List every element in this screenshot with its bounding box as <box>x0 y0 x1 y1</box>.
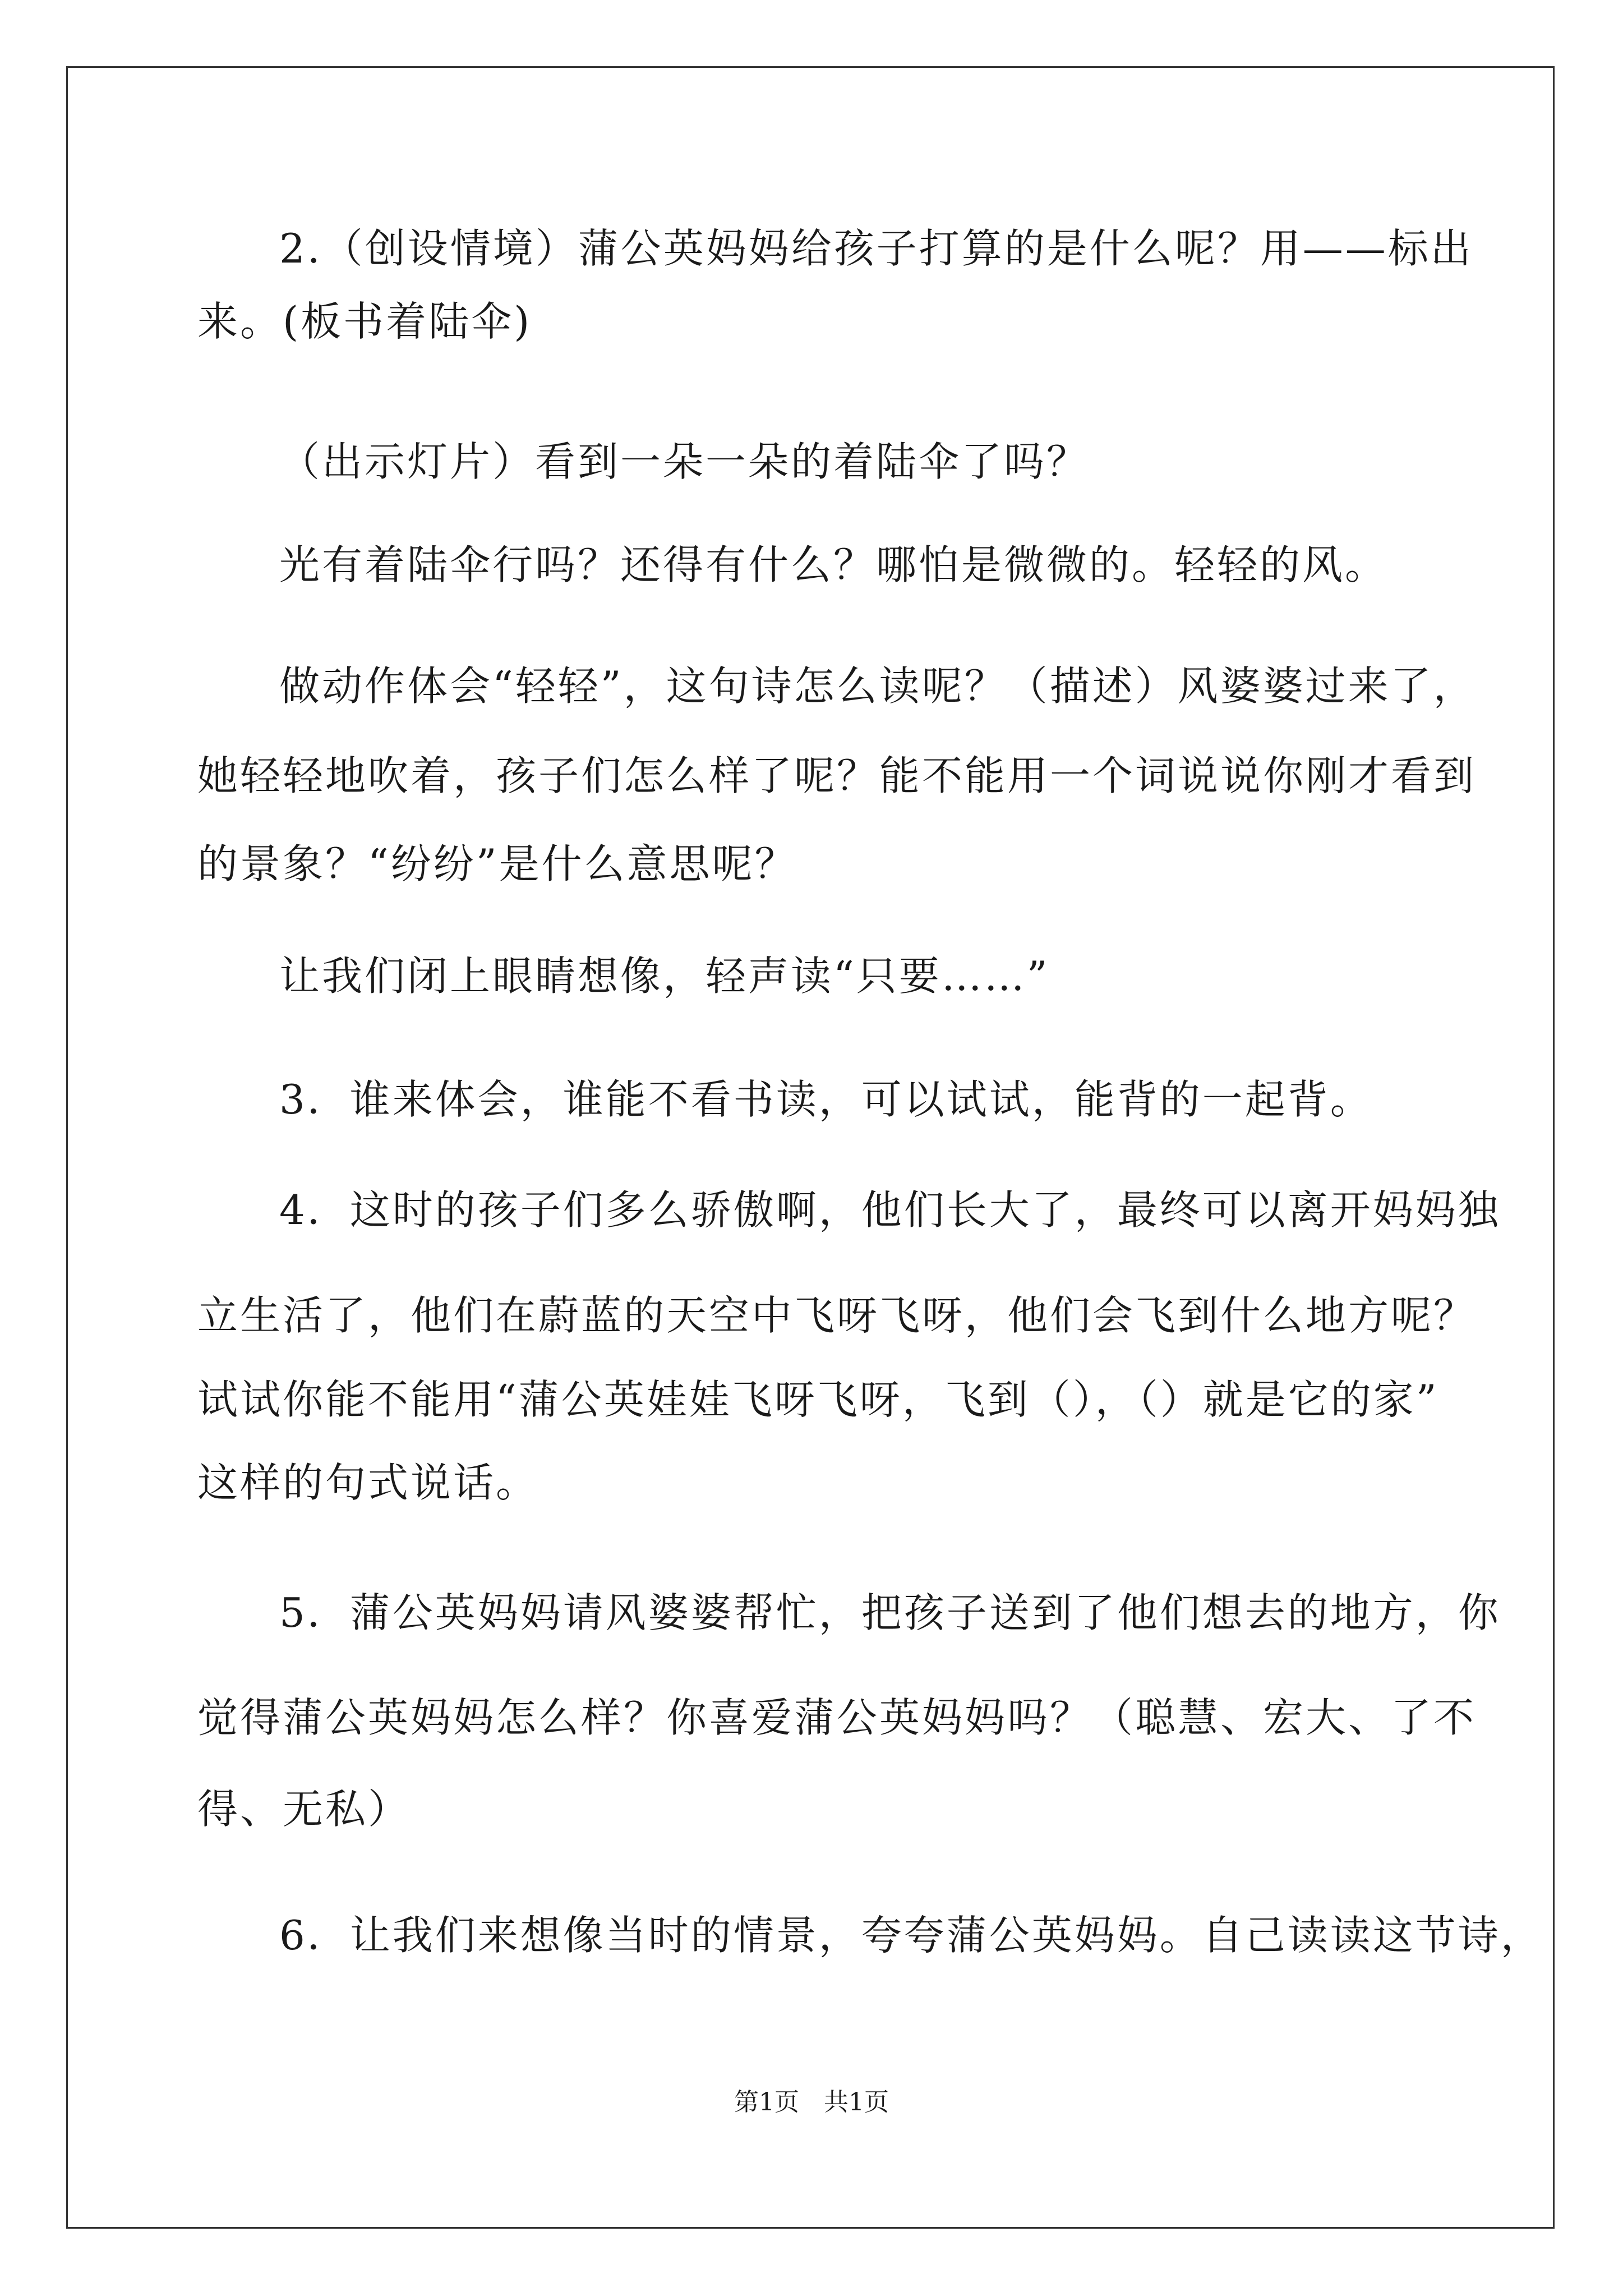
text-line-10: 4．这时的孩子们多么骄傲啊，他们长大了，最终可以离开妈妈独 <box>279 1186 1501 1234</box>
text-line-16: 得、无私） <box>197 1786 411 1833</box>
text-line-4: 光有着陆伞行吗？还得有什么？哪怕是微微的。轻轻的风。 <box>279 541 1388 588</box>
text-line-11: 立生活了，他们在蔚蓝的天空中飞呀飞呀，他们会飞到什么地方呢？ <box>197 1292 1477 1339</box>
text-line-14: 5．蒲公英妈妈请风婆婆帮忙，把孩子送到了他们想去的地方，你 <box>279 1589 1501 1636</box>
text-line-15: 觉得蒲公英妈妈怎么样？你喜爱蒲公英妈妈吗？（聪慧、宏大、了不 <box>197 1694 1477 1741</box>
text-line-1: 2.（创设情境）蒲公英妈妈给孩子打算的是什么呢？用——标出 <box>279 225 1473 272</box>
text-line-8: 让我们闭上眼睛想像，轻声读“只要……” <box>279 953 1050 1000</box>
text-line-17: 6．让我们来想像当时的情景，夸夸蒲公英妈妈。自己读读这节诗， <box>279 1912 1543 1959</box>
text-line-12: 试试你能不能用“蒲公英娃娃飞呀飞呀，飞到（），（）就是它的家” <box>197 1376 1439 1423</box>
text-line-6: 她轻轻地吹着，孩子们怎么样了呢？能不能用一个词说说你刚才看到 <box>197 752 1477 799</box>
text-line-3: （出示灯片）看到一朵一朵的着陆伞了吗？ <box>279 438 1090 485</box>
page-footer: 第1页 共1页 <box>734 2088 889 2116</box>
text-line-5: 做动作体会“轻轻”，这句诗怎么读呢？（描述）风婆婆过来了， <box>279 662 1476 710</box>
text-line-9: 3．谁来体会，谁能不看书读，可以试试，能背的一起背。 <box>279 1076 1373 1123</box>
text-line-2: 来。(板书着陆伞) <box>197 298 532 345</box>
page-border <box>66 66 1555 2229</box>
text-line-13: 这样的句式说话。 <box>197 1459 539 1506</box>
text-line-7: 的景象？“纷纷”是什么意思呢？ <box>197 840 797 887</box>
